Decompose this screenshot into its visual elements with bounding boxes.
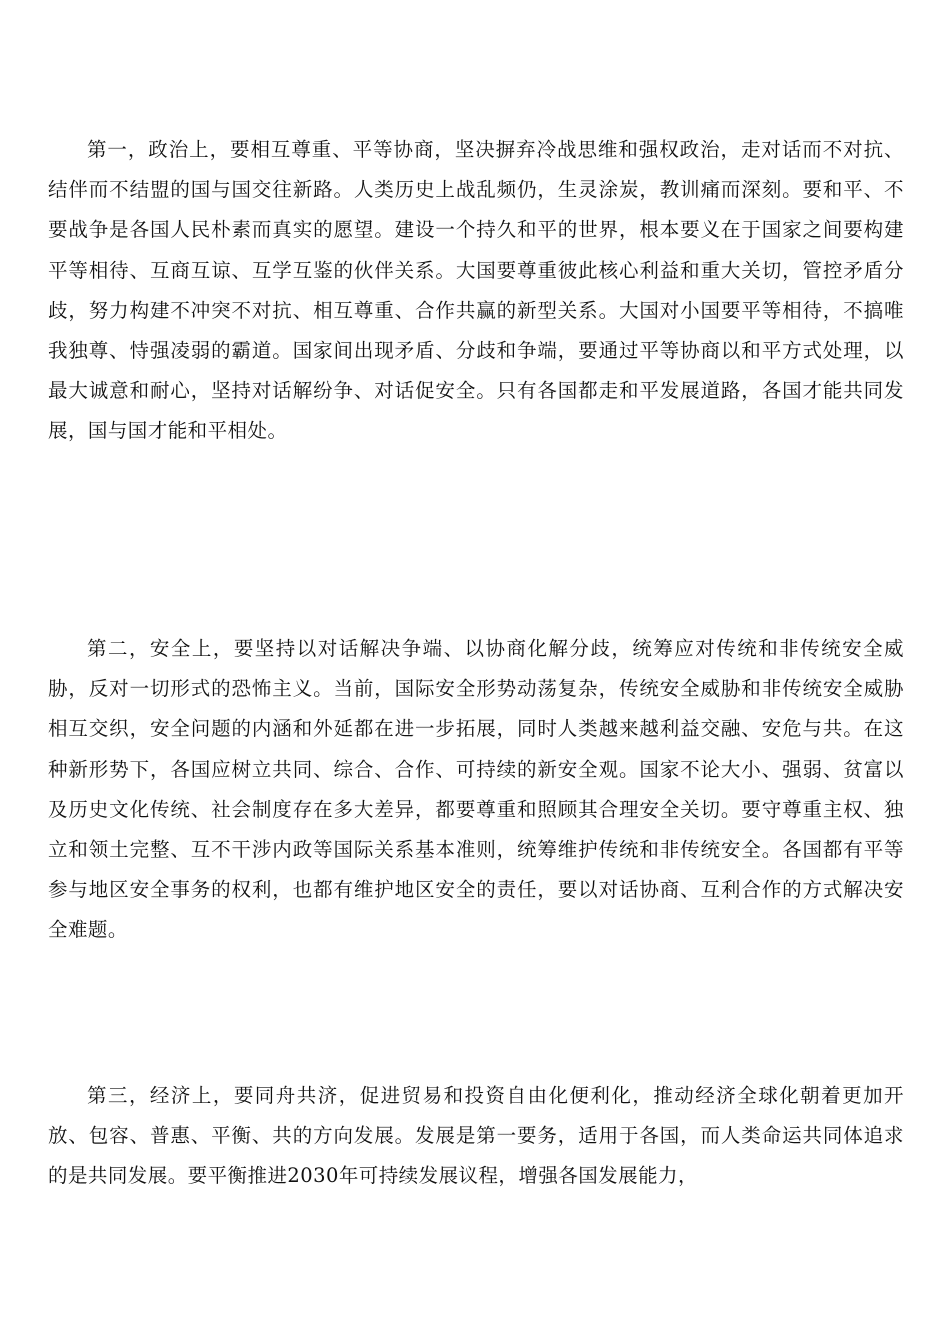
paragraph-economy: 第三，经济上，要同舟共济，促进贸易和投资自由化便利化，推动经济全球化朝着更加开放、包容、普惠、平衡、共的方向发展。发展是第一要务，适用于各国，而人类命运共同体追求的是共同发展。要平衡推进2030年可持续发展议程，增强各国发展能力， <box>48 1084 904 1188</box>
paragraph-security: 第二，安全上，要坚持以对话解决争端、以协商化解分歧，统筹应对传统和非传统安全威胁，反对一切形式的恐怖主义。当前，国际安全形势动荡复杂，传统安全威胁和非传统安全威胁相互交织，安全问题的内涵和外延都在进一步拓展，同时人类越来越利益交融、安危与共。在这种新形势下，各国应树立共同、综合、合作、可持续的新安全观。国家不论大小、强弱、贫富以及历史文化传统、社会制度存在多大差异，都要尊重和照顾其合理安全关切。要守尊重主权、独立和领土完整、互不干涉内政等国际关系基本准则，统筹维护传统和非传统安全。各国都有平等参与地区安全事务的权利，也都有维护地区安全的责任，要以对话协商、互利合作的方式解决安全难题。 <box>48 637 904 942</box>
paragraph-politics: 第一，政治上，要相互尊重、平等协商，坚决摒弃冷战思维和强权政治，走对话而不对抗、结伴而不结盟的国与国交往新路。人类历史上战乱频仍，生灵涂炭，教训痛而深刻。要和平、不要战争是各国人民朴素而真实的愿望。建设一个持久和平的世界，根本要义在于国家之间要构建平等相待、互商互谅、互学互鉴的伙伴关系。大国要尊重彼此核心利益和重大关切，管控矛盾分歧，努力构建不冲突不对抗、相互尊重、合作共赢的新型关系。大国对小国要平等相待，不搞唯我独尊、恃强凌弱的霸道。国家间出现矛盾、分歧和争端，要通过平等协商以和平方式处理，以最大诚意和耐心，坚持对话解纷争、对话促安全。只有各国都走和平发展道路，各国才能共同发展，国与国才能和平相处。 <box>48 138 904 443</box>
